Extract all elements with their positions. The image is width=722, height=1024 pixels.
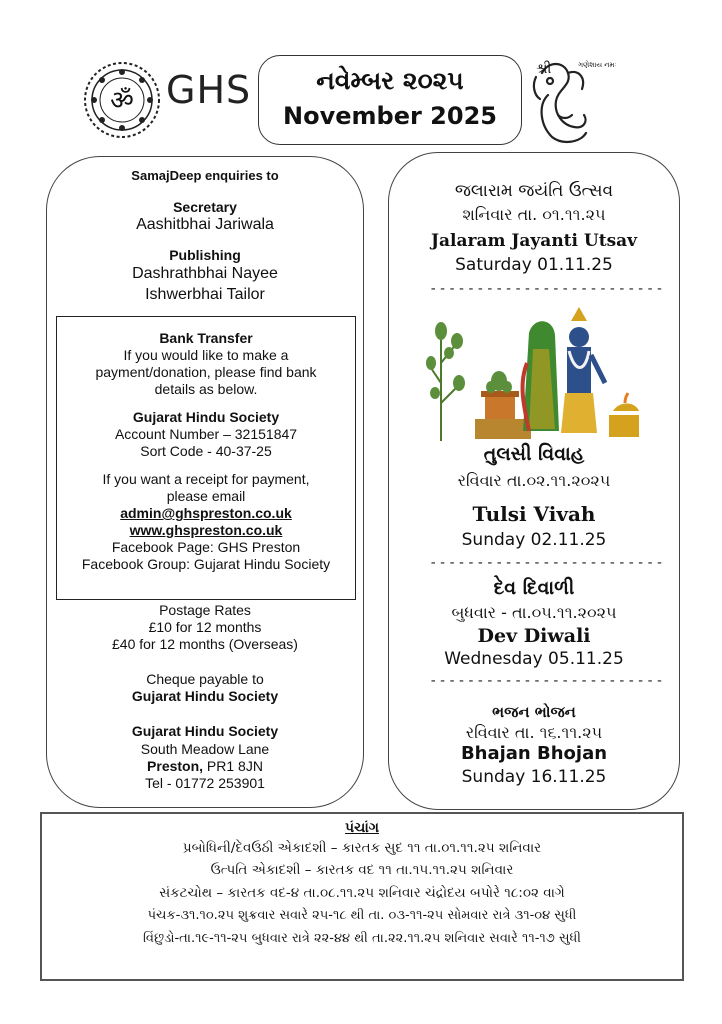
email-link[interactable]: admin@ghspreston.co.uk xyxy=(120,505,292,521)
event3-date: Wednesday 05.11.25 xyxy=(444,649,624,669)
tulsi-vivah-illustration xyxy=(429,303,641,443)
divider-1: ------------------------- xyxy=(429,281,665,297)
bank-text-3: details as below. xyxy=(154,381,258,397)
cheque-payee: Gujarat Hindu Society xyxy=(131,688,279,704)
address-org: Gujarat Hindu Society xyxy=(131,723,279,739)
event2-title: Tulsi Vivah xyxy=(472,502,596,526)
website-link[interactable]: www.ghspreston.co.uk xyxy=(129,522,283,538)
enquiries-heading: SamajDeep enquiries to xyxy=(131,168,279,183)
event1-gujarati-date: શનિવાર તા. ૦૧.૧૧.૨૫ xyxy=(462,205,606,224)
ghs-om-logo xyxy=(82,60,162,140)
events-panel xyxy=(388,152,680,810)
facebook-page: Facebook Page: GHS Preston xyxy=(111,539,301,555)
receipt-text-1: If you want a receipt for payment, xyxy=(102,471,310,487)
ganesh-icon xyxy=(528,55,617,147)
svg-text:ગણેશાય નમઃ: ગણેશાય નમઃ xyxy=(578,61,617,69)
bank-account-name: Gujarat Hindu Society xyxy=(132,409,280,425)
event4-title: Bhajan Bhojan xyxy=(460,743,608,764)
month-title-box xyxy=(258,55,522,145)
receipt-text-2: please email xyxy=(166,488,246,504)
svg-text:ॐ: ॐ xyxy=(110,86,134,116)
secretary-name: Aashitbhai Jariwala xyxy=(136,216,274,233)
address-street: South Meadow Lane xyxy=(140,741,270,757)
postage-rate-2: £40 for 12 months (Overseas) xyxy=(112,636,298,652)
panchang-line-1: પ્રબોધિની/દેવઉઠી એકાદશી – કારતક સુદ ૧૧ તા.૦૧.૧૧.૨૫ શનિવાર xyxy=(182,840,542,856)
panchang-line-2: ઉત્પતિ એકાદશી – કારતક વદ ૧૧ તા.૧૫.૧૧.૨૫ શનિવાર xyxy=(210,862,514,878)
event4-gujarati-date: રવિવાર તા. ૧૬.૧૧.૨૫ xyxy=(465,723,603,742)
bank-transfer-heading: Bank Transfer xyxy=(159,330,253,346)
event3-gujarati-date: બુધવાર - તા.૦૫.૧૧.૨૦૨૫ xyxy=(451,603,617,622)
divider-2: ------------------------- xyxy=(429,555,665,571)
panchang-line-3: સંકટચોથ – કારતક વદ-૪ તા.૦૮.૧૧.૨૫ શનિવાર ચંદ્રોદય બપોરે ૧૮:૦૨ વાગે xyxy=(159,885,565,901)
publishing-name-2: Ishwerbhai Tailor xyxy=(145,286,265,303)
event4-date: Sunday 16.11.25 xyxy=(461,767,607,787)
event3-title: Dev Diwali xyxy=(477,625,591,647)
svg-text:શ્રી: શ્રી xyxy=(536,61,552,77)
panchang-line-5: વિંછુડો-તા.૧૯-૧૧-૨૫ બુધવાર રાત્રે ૨૨-૪૪ થી તા.૨૨.૧૧.૨૫ શનિવાર સવારે ૧૧-૧૭ સુધી xyxy=(142,931,581,946)
facebook-group: Facebook Group: Gujarat Hindu Society xyxy=(81,556,331,572)
month-title-gujarati: નવેમ્બર ૨૦૨૫ xyxy=(316,66,464,95)
event2-gujarati-title: તુલસી વિવાહ xyxy=(483,443,585,465)
event1-gujarati-title: જલારામ જયંતિ ઉત્સવ xyxy=(454,181,614,201)
bank-account-number: Account Number – 32151847 xyxy=(114,426,298,442)
event3-gujarati-title: દેવ દિવાળી xyxy=(493,577,575,599)
event1-date: Saturday 01.11.25 xyxy=(455,255,613,275)
publishing-heading: Publishing xyxy=(169,247,241,263)
event2-gujarati-date: રવિવાર તા.૦૨.૧૧.૨૦૨૫ xyxy=(457,471,611,490)
event1-title: Jalaram Jayanti Utsav xyxy=(430,231,638,251)
bank-sort-code: Sort Code - 40-37-25 xyxy=(140,443,272,459)
publishing-name-1: Dashrathbhai Nayee xyxy=(132,265,278,282)
bank-text-1: If you would like to make a xyxy=(123,347,289,363)
cheque-label: Cheque payable to xyxy=(146,671,264,687)
event4-gujarati-title: ભજન ભોજન xyxy=(492,703,576,721)
ghs-logo-text: GHS xyxy=(166,68,252,112)
panchang-heading: પંચાંગ xyxy=(345,820,379,836)
telephone: Tel - 01772 253901 xyxy=(145,775,265,791)
postage-rate-1: £10 for 12 months xyxy=(148,619,262,635)
bank-text-2: payment/donation, please find bank xyxy=(95,364,317,380)
secretary-heading: Secretary xyxy=(173,199,237,215)
month-title-english: November 2025 xyxy=(283,102,497,130)
address-city-line: Preston, PR1 8JN xyxy=(147,758,263,774)
bank-transfer-box xyxy=(56,316,356,600)
divider-3: ------------------------- xyxy=(429,673,665,689)
panchang-box xyxy=(40,812,684,981)
postage-heading: Postage Rates xyxy=(159,602,251,618)
panchang-line-4: પંચક-૩૧.૧૦.૨૫ શુક્રવાર સવારે ૨૫-૧૮ થી તા. ૦૩-૧૧-૨૫ સોમવાર રાત્રે ૩૧-૦૪ સુધી xyxy=(147,908,577,923)
event2-date: Sunday 02.11.25 xyxy=(461,530,607,550)
